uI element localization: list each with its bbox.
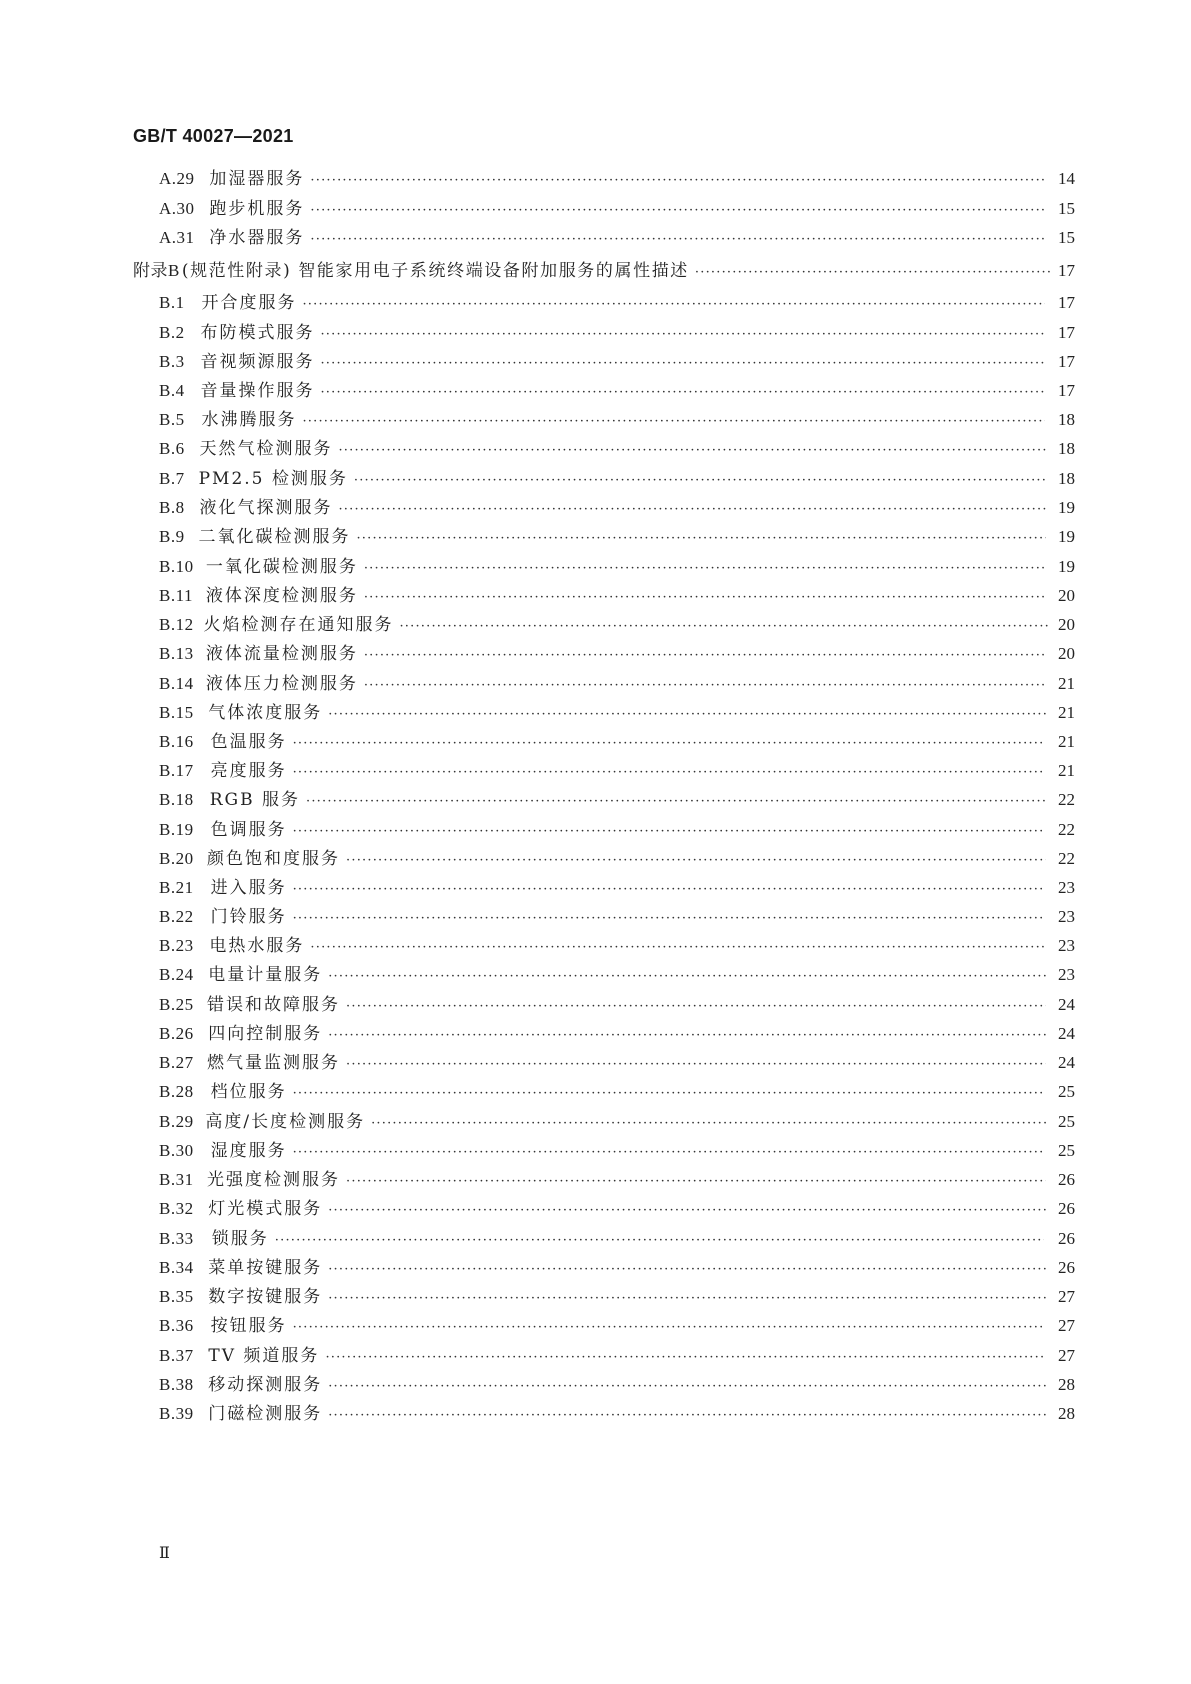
toc-entry-number: B.10 bbox=[159, 557, 194, 576]
toc-entry-title: 按钮服务 bbox=[210, 1316, 287, 1336]
toc-entry-page: 15 bbox=[1058, 199, 1075, 218]
toc-leader-dots bbox=[306, 791, 1045, 813]
toc-entry-title: 门磁检测服务 bbox=[208, 1404, 323, 1424]
toc-entry[interactable] bbox=[159, 964, 1075, 986]
toc-entry-number: B.16 bbox=[159, 732, 194, 751]
toc-entry-title: 净水器服务 bbox=[209, 228, 305, 248]
toc-entry-page: 19 bbox=[1058, 498, 1075, 517]
toc-entry-number: B.11 bbox=[159, 586, 193, 605]
toc-leader-dots bbox=[320, 353, 1045, 375]
toc-entry-number: B.14 bbox=[159, 674, 194, 693]
toc-entry-title: 错误和故障服务 bbox=[207, 995, 341, 1015]
toc-entry[interactable] bbox=[159, 1081, 1075, 1103]
toc-leader-dots bbox=[293, 821, 1045, 843]
toc-leader-dots bbox=[399, 616, 1047, 638]
toc-entry-number: B.12 bbox=[159, 615, 194, 634]
toc-entry-page: 18 bbox=[1058, 439, 1075, 458]
toc-entry-number: B.39 bbox=[159, 1404, 194, 1423]
toc-entry-title: 色调服务 bbox=[210, 820, 287, 840]
toc-entry-title: 亮度服务 bbox=[210, 761, 287, 781]
toc-entry[interactable] bbox=[159, 198, 1075, 220]
toc-entry-number: B.17 bbox=[159, 761, 194, 780]
toc-entry-page: 22 bbox=[1058, 790, 1075, 809]
toc-entry-title: 湿度服务 bbox=[210, 1141, 287, 1161]
toc-entry-page: 28 bbox=[1058, 1375, 1075, 1394]
toc-entry[interactable] bbox=[159, 1111, 1075, 1133]
toc-entry[interactable] bbox=[159, 227, 1075, 249]
toc-entry-number: B.27 bbox=[159, 1053, 194, 1072]
toc-entry-title: 跑步机服务 bbox=[209, 199, 305, 219]
toc-entry[interactable] bbox=[159, 1286, 1075, 1308]
toc-entry[interactable] bbox=[159, 1403, 1075, 1425]
toc-entry-number: B.20 bbox=[159, 849, 194, 868]
standard-number-header: GB/T 40027—2021 bbox=[133, 126, 294, 146]
toc-entry-page: 15 bbox=[1058, 228, 1075, 247]
toc-entry-number: B.8 bbox=[159, 498, 185, 517]
toc-entry-title: RGB 服务 bbox=[209, 790, 300, 810]
toc-entry[interactable] bbox=[159, 760, 1075, 782]
toc-leader-dots bbox=[293, 762, 1045, 784]
toc-entry-title: 水沸腾服务 bbox=[201, 410, 297, 430]
toc-entry-title: 档位服务 bbox=[210, 1082, 287, 1102]
toc-entry[interactable] bbox=[159, 1198, 1075, 1220]
toc-entry[interactable] bbox=[159, 673, 1075, 695]
toc-entry-number: B.7 bbox=[159, 469, 185, 488]
toc-entry-number: B.38 bbox=[159, 1375, 194, 1394]
toc-entry-number: B.3 bbox=[159, 352, 185, 371]
toc-leader-dots bbox=[325, 1347, 1045, 1369]
toc-entry[interactable] bbox=[159, 1345, 1075, 1367]
toc-entry-title: 液体流量检测服务 bbox=[205, 644, 358, 664]
toc-entry[interactable] bbox=[159, 906, 1075, 928]
toc-entry-number: B.22 bbox=[159, 907, 194, 926]
toc-entry-page: 28 bbox=[1058, 1404, 1075, 1423]
toc-entry-number: B.4 bbox=[159, 381, 185, 400]
toc-entry[interactable] bbox=[159, 497, 1075, 519]
toc-entry-page: 21 bbox=[1057, 674, 1075, 693]
toc-entry-title: 加湿器服务 bbox=[209, 169, 305, 189]
toc-entry-number: B.13 bbox=[159, 644, 194, 663]
toc-entry-page: 17 bbox=[1058, 381, 1075, 400]
toc-entry-title: 数字按键服务 bbox=[208, 1287, 323, 1307]
toc-entry-page: 21 bbox=[1058, 703, 1075, 722]
toc-entry-title: 液体深度检测服务 bbox=[205, 586, 358, 606]
toc-entry[interactable] bbox=[159, 380, 1075, 402]
toc-leader-dots bbox=[302, 411, 1044, 433]
toc-entry-page: 20 bbox=[1057, 586, 1075, 605]
toc-entry-page: 17 bbox=[1058, 293, 1075, 312]
page-number: Ⅱ bbox=[159, 1545, 170, 1562]
toc-entry-number: B.31 bbox=[159, 1170, 194, 1189]
toc-entry-page: 24 bbox=[1057, 995, 1075, 1014]
toc-entry-title: 开合度服务 bbox=[201, 293, 297, 313]
toc-entry[interactable] bbox=[159, 168, 1075, 190]
toc-entry-number: B.25 bbox=[159, 995, 194, 1014]
toc-leader-dots bbox=[293, 879, 1045, 901]
toc-entry-page: 25 bbox=[1058, 1112, 1075, 1131]
toc-entry-title: 移动探测服务 bbox=[208, 1375, 323, 1395]
toc-entry-number: B.32 bbox=[159, 1199, 194, 1218]
toc-entry-title: 一氧化碳检测服务 bbox=[205, 557, 358, 577]
toc-entry-page: 27 bbox=[1058, 1316, 1075, 1335]
toc-leader-dots bbox=[328, 1376, 1045, 1398]
toc-leader-dots bbox=[364, 587, 1047, 609]
toc-entry-title: 灯光模式服务 bbox=[208, 1199, 323, 1219]
toc-entry-number: B.28 bbox=[159, 1082, 194, 1101]
toc-entry[interactable] bbox=[159, 614, 1075, 636]
toc-entry[interactable] bbox=[159, 877, 1075, 899]
toc-entry[interactable] bbox=[159, 1140, 1075, 1162]
toc-entry-page: 17 bbox=[1058, 352, 1075, 371]
toc-entry-title: PM2.5 检测服务 bbox=[198, 469, 348, 489]
toc-entry-title: 进入服务 bbox=[210, 878, 287, 898]
toc-entry[interactable] bbox=[159, 1052, 1075, 1074]
toc-entry-title: 色温服务 bbox=[210, 732, 287, 752]
toc-leader-dots bbox=[302, 294, 1044, 316]
toc-entry-title: 天然气检测服务 bbox=[199, 439, 333, 459]
toc-leader-dots bbox=[310, 170, 1045, 192]
toc-entry[interactable] bbox=[159, 643, 1075, 665]
toc-entry-title: 音视频源服务 bbox=[200, 352, 315, 372]
toc-entry[interactable] bbox=[159, 1374, 1075, 1396]
toc-entry-number: B.5 bbox=[159, 410, 185, 429]
toc-leader-dots bbox=[293, 1083, 1045, 1105]
toc-leader-dots bbox=[371, 1113, 1047, 1135]
toc-leader-dots bbox=[310, 229, 1045, 251]
toc-entry-number: B.15 bbox=[159, 703, 194, 722]
toc-entry-number: B.2 bbox=[159, 323, 185, 342]
toc-entry[interactable] bbox=[159, 409, 1075, 431]
toc-entry-page: 27 bbox=[1058, 1287, 1075, 1306]
toc-entry-page: 25 bbox=[1058, 1082, 1075, 1101]
toc-entry-page: 23 bbox=[1058, 936, 1075, 955]
toc-entry-title: 音量操作服务 bbox=[200, 381, 315, 401]
toc-leader-dots bbox=[328, 704, 1045, 726]
toc-entry-title: 燃气量监测服务 bbox=[207, 1053, 341, 1073]
toc-entry[interactable] bbox=[159, 468, 1075, 490]
toc-entry-page: 26 bbox=[1058, 1258, 1075, 1277]
toc-entry-number: A.30 bbox=[159, 199, 195, 218]
toc-entry-page: 23 bbox=[1058, 907, 1075, 926]
toc-leader-dots bbox=[346, 1171, 1046, 1193]
toc-entry[interactable] bbox=[159, 556, 1075, 578]
toc-leader-dots bbox=[293, 1142, 1045, 1164]
toc-entry-page: 26 bbox=[1057, 1170, 1075, 1189]
toc-entry-page: 26 bbox=[1058, 1199, 1075, 1218]
toc-entry[interactable] bbox=[159, 935, 1075, 957]
toc-entry-title: 电热水服务 bbox=[209, 936, 305, 956]
toc-entry-number: B.35 bbox=[159, 1287, 194, 1306]
toc-entry-title: 液化气探测服务 bbox=[199, 498, 333, 518]
toc-entry-number: B.6 bbox=[159, 439, 185, 458]
toc-entry-title: 布防模式服务 bbox=[200, 323, 315, 343]
toc-entry-number: A.31 bbox=[159, 228, 195, 247]
toc-entry[interactable] bbox=[159, 702, 1075, 724]
toc-leader-dots bbox=[328, 1405, 1045, 1427]
toc-entry-page: 23 bbox=[1058, 965, 1075, 984]
toc-entry-title: 光强度检测服务 bbox=[207, 1170, 341, 1190]
toc-entry-number: B.34 bbox=[159, 1258, 194, 1277]
toc-leader-dots bbox=[364, 645, 1047, 667]
toc-leader-dots bbox=[695, 262, 1050, 284]
toc-leader-dots bbox=[328, 1200, 1045, 1222]
toc-entry-page: 18 bbox=[1058, 469, 1075, 488]
toc-entry-page: 19 bbox=[1058, 527, 1075, 546]
toc-entry-title: 颜色饱和度服务 bbox=[207, 849, 341, 869]
toc-entry[interactable] bbox=[159, 731, 1075, 753]
toc-entry-title: 电量计量服务 bbox=[208, 965, 323, 985]
toc-entry-number: B.19 bbox=[159, 820, 194, 839]
toc-leader-dots bbox=[346, 850, 1046, 872]
toc-entry-title: TV 频道服务 bbox=[208, 1346, 320, 1366]
toc-leader-dots bbox=[328, 1259, 1045, 1281]
toc-entry-page: 24 bbox=[1058, 1024, 1075, 1043]
toc-leader-dots bbox=[310, 200, 1045, 222]
toc-entry-number: B.33 bbox=[159, 1229, 194, 1248]
toc-entry[interactable] bbox=[159, 292, 1075, 314]
toc-leader-dots bbox=[346, 996, 1046, 1018]
toc-leader-dots bbox=[275, 1230, 1044, 1252]
toc-entry-page: 17 bbox=[1058, 323, 1075, 342]
toc-leader-dots bbox=[320, 382, 1045, 404]
toc-leader-dots bbox=[328, 966, 1045, 988]
toc-entry-title: 液体压力检测服务 bbox=[205, 674, 358, 694]
toc-entry-page: 25 bbox=[1058, 1141, 1075, 1160]
toc-entry-number: B.26 bbox=[159, 1024, 194, 1043]
toc-entry[interactable] bbox=[159, 1169, 1075, 1191]
toc-entry-number: B.29 bbox=[159, 1112, 194, 1131]
toc-entry[interactable] bbox=[159, 1228, 1075, 1250]
toc-entry-page: 18 bbox=[1058, 410, 1075, 429]
toc-entry-page: 22 bbox=[1057, 849, 1075, 868]
toc-leader-dots bbox=[356, 528, 1046, 550]
toc-leader-dots bbox=[310, 937, 1045, 959]
toc-entry-page: 14 bbox=[1058, 169, 1075, 188]
toc-entry[interactable] bbox=[159, 351, 1075, 373]
toc-entry-page: 19 bbox=[1057, 557, 1075, 576]
toc-entry[interactable] bbox=[159, 848, 1075, 870]
toc-entry-number: B.37 bbox=[159, 1346, 194, 1365]
toc-entry-number: B.18 bbox=[159, 790, 194, 809]
toc-entry-title: 门铃服务 bbox=[210, 907, 287, 927]
toc-entry-number: B.9 bbox=[159, 527, 185, 546]
toc-entry-number: B.36 bbox=[159, 1316, 194, 1335]
toc-entry-page: 17 bbox=[1058, 261, 1075, 280]
toc-entry-title: 气体浓度服务 bbox=[208, 703, 323, 723]
toc-entry-page: 24 bbox=[1057, 1053, 1075, 1072]
toc-leader-dots bbox=[364, 558, 1047, 580]
toc-entry-page: 23 bbox=[1058, 878, 1075, 897]
toc-entry-title: 二氧化碳检测服务 bbox=[198, 527, 351, 547]
toc-entry-title: 锁服务 bbox=[211, 1229, 269, 1249]
toc-entry-title: 菜单按键服务 bbox=[208, 1258, 323, 1278]
toc-entry-number: B.1 bbox=[159, 293, 185, 312]
toc-entry[interactable] bbox=[159, 526, 1075, 548]
toc-entry-number: A.29 bbox=[159, 169, 195, 188]
toc-entry[interactable] bbox=[133, 260, 1075, 282]
toc-entry[interactable] bbox=[159, 1023, 1075, 1045]
toc-entry[interactable] bbox=[159, 322, 1075, 344]
toc-entry[interactable] bbox=[159, 819, 1075, 841]
toc-leader-dots bbox=[293, 908, 1045, 930]
toc-entry-page: 20 bbox=[1057, 644, 1075, 663]
toc-entry-number: B.24 bbox=[159, 965, 194, 984]
toc-entry[interactable] bbox=[159, 1257, 1075, 1279]
toc-entry[interactable] bbox=[159, 789, 1075, 811]
toc-entry-page: 27 bbox=[1058, 1346, 1075, 1365]
toc-leader-dots bbox=[293, 1317, 1045, 1339]
toc-entry-number: B.23 bbox=[159, 936, 194, 955]
toc-entry-page: 21 bbox=[1058, 761, 1075, 780]
toc-entry-title: (规范性附录) 智能家用电子系统终端设备附加服务的属性描述 bbox=[181, 261, 689, 281]
toc-entry-title: 四向控制服务 bbox=[208, 1024, 323, 1044]
toc-leader-dots bbox=[354, 470, 1047, 492]
toc-leader-dots bbox=[293, 733, 1045, 755]
toc-entry-page: 20 bbox=[1057, 615, 1075, 634]
toc-entry-number: 附录B bbox=[133, 261, 180, 280]
toc-leader-dots bbox=[364, 675, 1047, 697]
toc-entry-title: 火焰检测存在通知服务 bbox=[203, 615, 394, 635]
toc-entry-title: 高度/长度检测服务 bbox=[205, 1112, 366, 1132]
toc-entry[interactable] bbox=[159, 1315, 1075, 1337]
toc-leader-dots bbox=[328, 1288, 1045, 1310]
toc-entry-page: 22 bbox=[1058, 820, 1075, 839]
toc-leader-dots bbox=[320, 324, 1045, 346]
toc-leader-dots bbox=[346, 1054, 1046, 1076]
toc-entry-page: 26 bbox=[1058, 1229, 1075, 1248]
toc-entry[interactable] bbox=[159, 994, 1075, 1016]
toc-entry-page: 21 bbox=[1058, 732, 1075, 751]
toc-entry[interactable] bbox=[159, 585, 1075, 607]
toc-leader-dots bbox=[338, 499, 1046, 521]
toc-entry-number: B.21 bbox=[159, 878, 194, 897]
toc-leader-dots bbox=[338, 440, 1046, 462]
toc-entry[interactable] bbox=[159, 438, 1075, 460]
toc-leader-dots bbox=[328, 1025, 1045, 1047]
toc-entry-number: B.30 bbox=[159, 1141, 194, 1160]
